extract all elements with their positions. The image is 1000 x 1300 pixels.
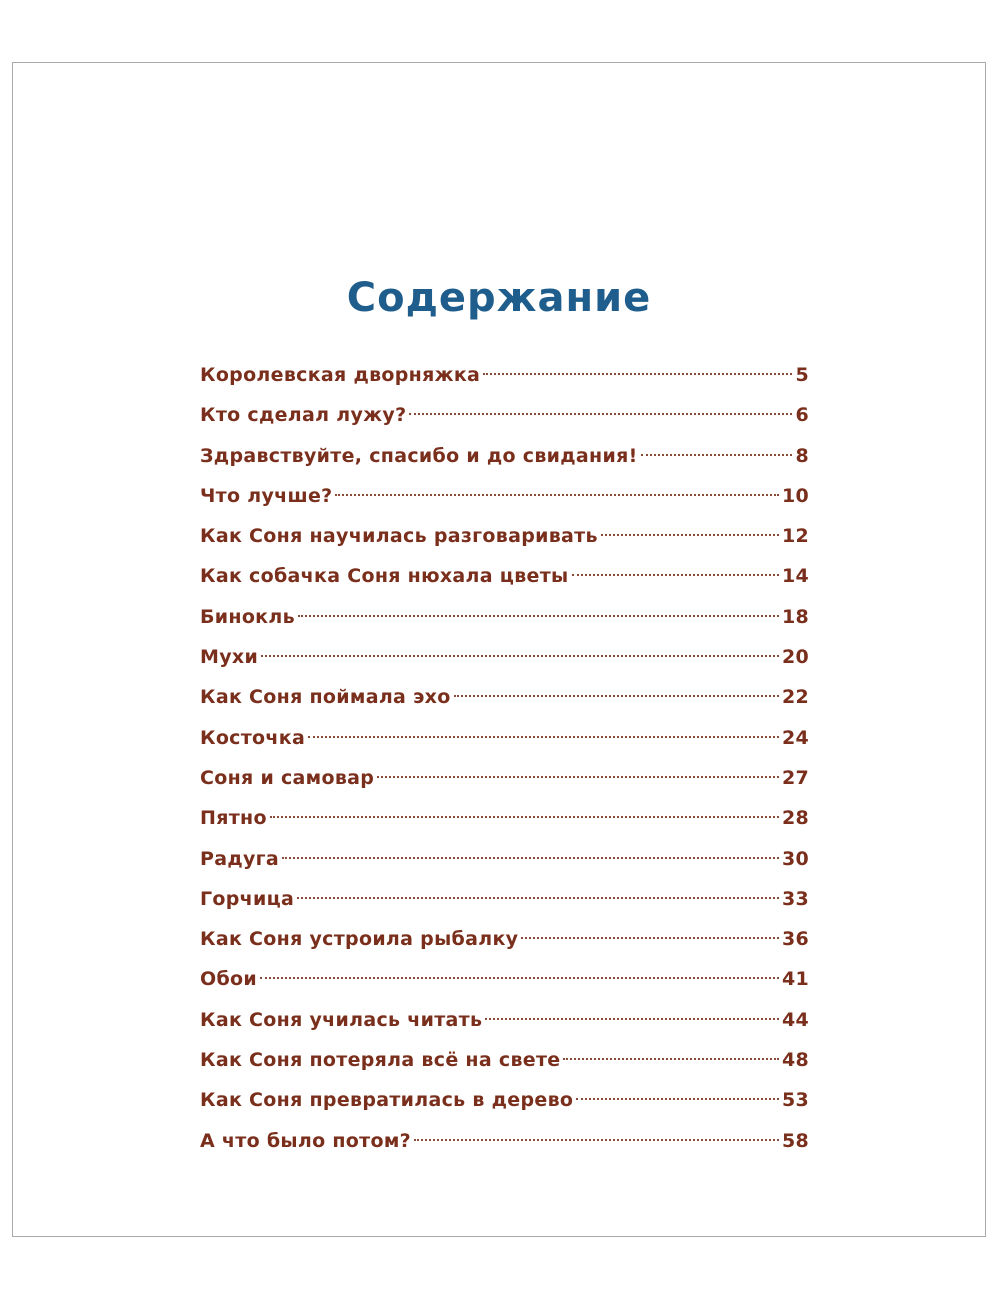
toc-entry-title: Королевская дворняжка xyxy=(200,364,481,386)
toc-entry-title: Как Соня училась читать xyxy=(200,1008,483,1031)
dot-leader xyxy=(261,655,779,657)
toc-entry[interactable] xyxy=(200,798,809,838)
toc-entry[interactable] xyxy=(200,677,809,717)
toc-page-number: 41 xyxy=(781,968,809,991)
toc-entry[interactable] xyxy=(200,758,809,798)
toc-entry[interactable] xyxy=(200,436,809,476)
toc-page-number: 48 xyxy=(781,1049,809,1072)
toc-entry-title: Бинокль xyxy=(200,605,295,628)
toc-entry[interactable] xyxy=(200,879,809,919)
toc-page-number: 58 xyxy=(781,1129,809,1152)
dot-leader xyxy=(563,1058,778,1060)
toc-page-number: 6 xyxy=(795,404,809,427)
dot-leader xyxy=(414,1139,779,1141)
toc-page-number: 12 xyxy=(781,525,809,548)
toc-entry-title: Как Соня превратилась в дерево xyxy=(200,1089,574,1112)
toc-page-number: 24 xyxy=(781,726,809,749)
dot-leader xyxy=(282,857,779,859)
toc-entry-title: Здравствуйте, спасибо и до свидания! xyxy=(200,444,638,467)
toc-entry-title: Радуга xyxy=(200,847,280,870)
toc-entry-title: Косточка xyxy=(200,726,306,749)
toc-entry[interactable] xyxy=(200,919,809,959)
toc-entry[interactable] xyxy=(200,959,809,999)
toc-entry[interactable] xyxy=(200,839,809,879)
toc-entry[interactable] xyxy=(200,476,809,516)
toc-entry-title: Обои xyxy=(200,968,257,991)
toc-page-number: 36 xyxy=(781,928,809,951)
dot-leader xyxy=(572,574,779,576)
toc-entry-title: Как Соня устроила рыбалку xyxy=(200,928,519,951)
toc-page-number: 33 xyxy=(781,887,809,910)
dot-leader xyxy=(483,373,792,375)
toc-page-number: 14 xyxy=(781,565,809,588)
toc-entry[interactable] xyxy=(200,637,809,677)
page-frame xyxy=(12,62,986,1237)
table-of-contents xyxy=(200,355,809,1161)
toc-page-number: 44 xyxy=(781,1008,809,1031)
toc-entry-title: А что было потом? xyxy=(200,1129,411,1152)
toc-page-number: 18 xyxy=(781,605,809,628)
toc-entry-title: Кто сделал лужу? xyxy=(200,404,407,427)
dot-leader xyxy=(260,977,779,979)
toc-entry-title: Что лучше? xyxy=(200,484,333,507)
toc-entry[interactable] xyxy=(200,556,809,596)
toc-entry-title: Соня и самовар xyxy=(200,766,375,789)
toc-entry-title: Пятно xyxy=(200,807,267,830)
dot-leader xyxy=(601,534,779,536)
toc-entry-title: Как Соня поймала эхо xyxy=(200,686,451,709)
dot-leader xyxy=(270,816,779,818)
toc-page-number: 20 xyxy=(781,646,809,669)
toc-entry[interactable] xyxy=(200,1080,809,1120)
dot-leader xyxy=(485,1018,779,1020)
toc-entry[interactable] xyxy=(200,597,809,637)
dot-leader xyxy=(298,615,779,617)
dot-leader xyxy=(454,695,779,697)
toc-page-number: 10 xyxy=(781,484,809,507)
dot-leader xyxy=(521,937,779,939)
dot-leader xyxy=(641,454,793,456)
dot-leader xyxy=(297,897,779,899)
dot-leader xyxy=(335,494,778,496)
dot-leader xyxy=(576,1098,779,1100)
toc-page-number: 5 xyxy=(795,364,809,386)
toc-entry-title: Как собачка Соня нюхала цветы xyxy=(200,565,569,588)
toc-entry-title: Как Соня научилась разговаривать xyxy=(200,525,598,548)
toc-entry[interactable] xyxy=(200,516,809,556)
toc-page-number: 30 xyxy=(781,847,809,870)
toc-entry[interactable] xyxy=(200,355,809,395)
toc-entry[interactable] xyxy=(200,395,809,435)
toc-page-number: 8 xyxy=(795,444,809,467)
toc-entry[interactable] xyxy=(200,718,809,758)
toc-page-number: 53 xyxy=(781,1089,809,1112)
page-title: Содержание xyxy=(346,275,652,321)
toc-page-number: 27 xyxy=(781,766,809,789)
toc-page-number: 22 xyxy=(781,686,809,709)
dot-leader xyxy=(377,776,779,778)
toc-entry-title: Горчица xyxy=(200,887,295,910)
dot-leader xyxy=(409,413,792,415)
toc-entry[interactable] xyxy=(200,1000,809,1040)
toc-entry-title: Мухи xyxy=(200,646,259,669)
toc-entry-title: Как Соня потеряла всё на свете xyxy=(200,1049,561,1072)
dot-leader xyxy=(308,736,779,738)
toc-entry[interactable] xyxy=(200,1121,809,1161)
toc-entry[interactable] xyxy=(200,1040,809,1080)
toc-page-number: 28 xyxy=(781,807,809,830)
